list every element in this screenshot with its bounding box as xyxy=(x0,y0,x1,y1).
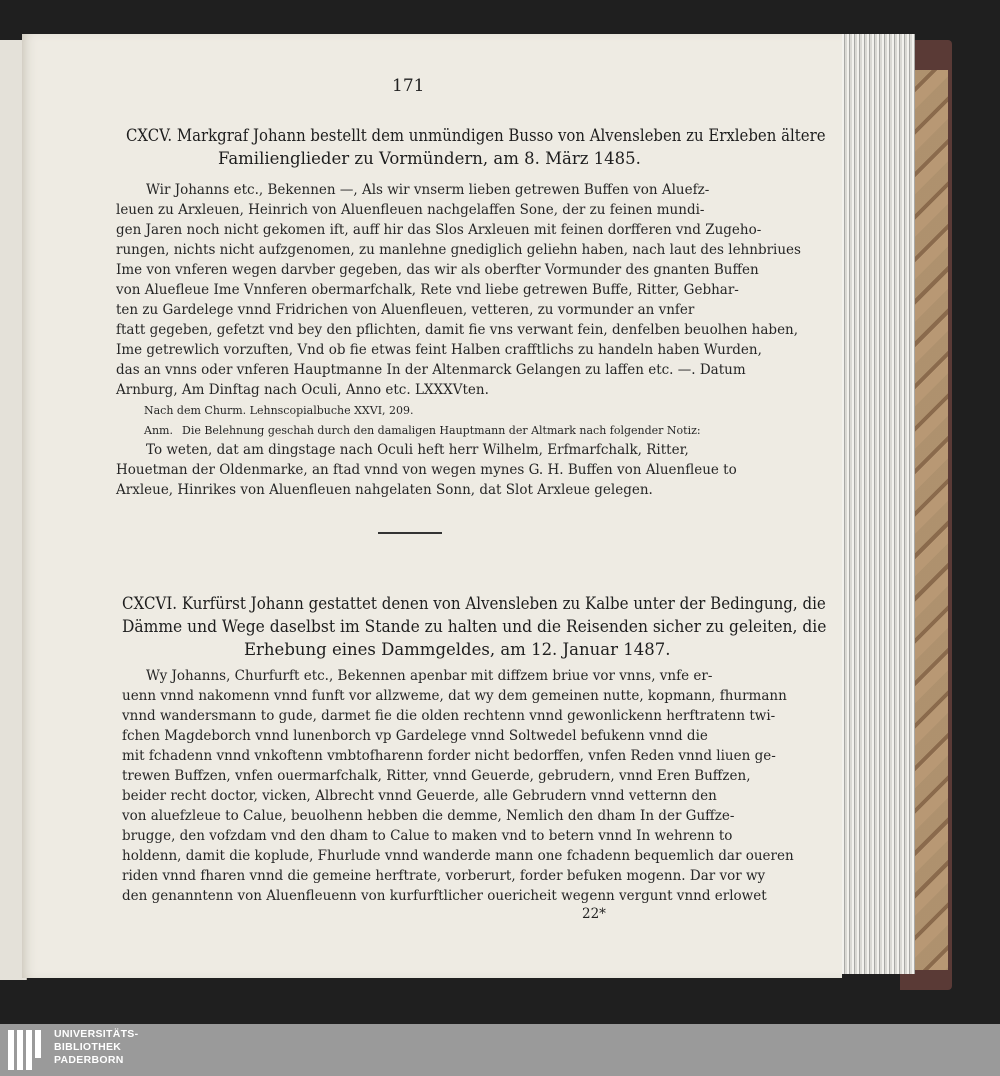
section2-title-line1: CXCVI. Kurfürst Johann gestattet denen von Alvensleben zu Kalbe unter der Bedingung, die xyxy=(122,594,826,613)
library-name xyxy=(54,1028,138,1067)
section1-quote-line: Houetman der Oldenmarke, an ftad vnnd von wegen mynes G. H. Buffen von Aluenfleue to xyxy=(116,462,737,478)
library-name-line1: UNIVERSITÄTS- xyxy=(54,1028,139,1040)
section1-line: ftatt gegeben, gefetzt vnd bey den pflichten, damit fie vns verwant fein, denfelben beuolhen haben, xyxy=(116,322,799,338)
cover-marbled-paper xyxy=(912,70,948,970)
section1-quote-line: To weten, dat am dingstage nach Oculi heft herr Wilhelm, Erfmarfchalk, Ritter, xyxy=(146,442,689,458)
section-divider xyxy=(378,532,442,534)
library-footer xyxy=(0,1024,1000,1076)
section2-line: riden vnnd fharen vnnd die gemeine herftrate, vorberurt, forder befuken mogenn. Dar vor wy xyxy=(122,868,766,884)
section1-line: Arnburg, Am Dinftag nach Oculi, Anno etc. LXXXVten. xyxy=(116,382,489,398)
section2-line: beider recht doctor, vicken, Albrecht vnnd Geuerde, alle Gebrudern vnnd vetternn den xyxy=(122,788,717,804)
section2-line: brugge, den vofzdam vnd den dham to Calue to maken vnd to betern vnnd In wehrenn to xyxy=(122,828,733,844)
section1-line: von Aluefleue Ime Vnnferen obermarfchalk, Rete vnd liebe getrewen Buffe, Ritter, Gebhar- xyxy=(116,282,739,298)
section2-line: mit fchadenn vnnd vnkoftenn vmbtofharenn forder nicht bedorffen, vnfen Reden vnnd liuen ge- xyxy=(122,748,776,764)
section2-line: Wy Johanns, Churfurft etc., Bekennen apenbar mit diffzem briue vor vnns, vnfe er- xyxy=(146,668,713,684)
signature-mark: 22* xyxy=(582,906,606,922)
section1-source: Nach dem Churm. Lehnscopialbuche XXVI, 209. xyxy=(144,404,414,417)
section1-line: gen Jaren noch nicht gekomen ift, auff hir das Slos Arxleuen mit feinen dorfferen vnd Zugeho- xyxy=(116,222,762,238)
section2-line: uenn vnnd nakomenn vnnd funft vor allzweme, dat wy dem gemeinen nutte, kopmann, fhurmann xyxy=(122,688,787,704)
section1-line: Ime von vnferen wegen darvber gegeben, das wir als oberfter Vormunder des gnanten Buffen xyxy=(116,262,759,278)
library-logo-icon xyxy=(8,1030,46,1070)
section2-line: holdenn, damit die koplude, Fhurlude vnnd wanderde mann one fchadenn bequemlich dar oueren xyxy=(122,848,794,864)
section1-quote-line: Arxleue, Hinrikes von Aluenfleuen nahgelaten Sonn, dat Slot Arxleue gelegen. xyxy=(116,482,653,498)
section2-line: trewen Buffzen, vnfen ouermarfchalk, Ritter, vnnd Geuerde, gebrudern, vnnd Eren Buffzen, xyxy=(122,768,751,784)
section1-line: leuen zu Arxleuen, Heinrich von Aluenfleuen nachgelaffen Sone, der zu feinen mundi- xyxy=(116,202,705,218)
section1-line: Ime getrewlich vorzuften, Vnd ob fie etwas feint Halben crafftlichs zu handeln haben Wurden, xyxy=(116,342,762,358)
section1-note: Die Belehnung geschah durch den damaligen Hauptmann der Altmark nach folgender Notiz: xyxy=(182,424,701,437)
section1-line: Wir Johanns etc., Bekennen —, Als wir vnserm lieben getrewen Buffen von Aluefz- xyxy=(146,182,710,198)
page-number: 171 xyxy=(392,76,425,96)
section2-title-line3: Erhebung eines Dammgeldes, am 12. Januar 1487. xyxy=(244,640,671,659)
section1-line: ten zu Gardelege vnnd Fridrichen von Aluenfleuen, vetteren, zu vormunder an vnfer xyxy=(116,302,695,318)
section1-line: das an vnns oder vnferen Hauptmanne In der Altenmarck Gelangen zu laffen etc. —. Datum xyxy=(116,362,746,378)
library-name-line2: BIBLIOTHEK xyxy=(54,1041,122,1053)
section1-title-line1: CXCV. Markgraf Johann bestellt dem unmündigen Busso von Alvensleben zu Erxleben ältere xyxy=(126,126,826,145)
section1-title-line2: Familienglieder zu Vormündern, am 8. März 1485. xyxy=(218,149,641,168)
library-name-line3: PADERBORN xyxy=(54,1054,124,1066)
section1-note-label: Anm. xyxy=(144,424,173,437)
section2-line: den genanntenn von Aluenfleuenn von kurfurftlicher ouericheit wegenn vergunt vnnd erlowet xyxy=(122,888,767,904)
section1-line: rungen, nichts nicht aufzgenomen, zu manlehne gnediglich geliehn haben, nach laut des lehnbriues xyxy=(116,242,801,258)
section2-line: von aluefzleue to Calue, beuolhenn hebben die demme, Nemlich den dham In der Guffze- xyxy=(122,808,735,824)
page-block-edge xyxy=(836,34,915,974)
section2-line: fchen Magdeborch vnnd lunenborch vp Gardelege vnnd Soltwedel befukenn vnnd die xyxy=(122,728,708,744)
section2-line: vnnd wandersmann to gude, darmet fie die olden rechtenn vnnd gewonlickenn herftratenn twi- xyxy=(122,708,776,724)
section2-title-line2: Dämme und Wege daselbst im Stande zu halten und die Reisenden sicher zu geleiten, die xyxy=(122,617,827,636)
